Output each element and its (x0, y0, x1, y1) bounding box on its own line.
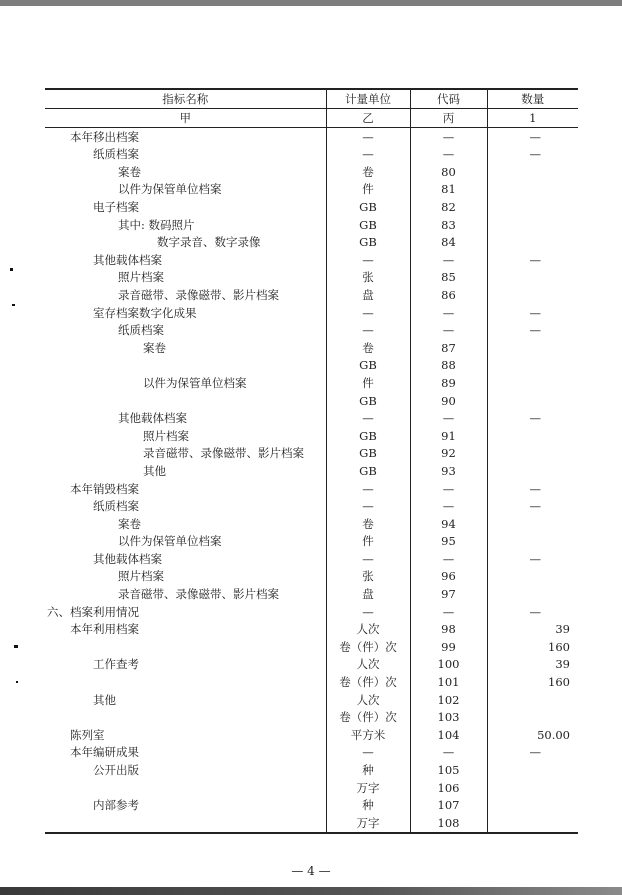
row-indicator-name: 案卷 (118, 164, 141, 179)
row-unit: 件 (326, 374, 410, 392)
header-quantity: 数量 (487, 89, 578, 109)
header-indicator-name: 指标名称 (45, 89, 326, 109)
row-code: 106 (410, 779, 487, 797)
row-indicator-name: 照片档案 (118, 569, 164, 584)
table-row (45, 286, 578, 304)
row-indicator-name (45, 673, 326, 691)
top-scan-bar (0, 0, 622, 6)
row-quantity (487, 198, 578, 216)
table-row (45, 550, 578, 568)
row-quantity: — (487, 603, 578, 621)
table-row (45, 797, 578, 815)
scan-speck (10, 268, 13, 271)
page-number: — 4 — (291, 864, 331, 878)
row-unit: 人次 (326, 656, 410, 674)
row-code: 91 (410, 427, 487, 445)
row-unit: 卷（件）次 (326, 638, 410, 656)
row-indicator-name: 其中: 数码照片 (118, 217, 195, 232)
row-unit: — (326, 744, 410, 762)
table-row (45, 462, 578, 480)
table-row (45, 304, 578, 322)
row-unit: — (326, 128, 410, 146)
row-code: — (410, 251, 487, 269)
row-code: 88 (410, 357, 487, 375)
row-quantity (487, 392, 578, 410)
header-unit: 计量单位 (326, 89, 410, 109)
subheader-code: 丙 (410, 109, 487, 128)
table-row (45, 673, 578, 691)
row-code: 102 (410, 691, 487, 709)
row-code: — (410, 480, 487, 498)
table-row (45, 216, 578, 234)
table-row (45, 410, 578, 428)
row-code: 103 (410, 709, 487, 727)
row-indicator-name: 数字录音、数字录像 (157, 235, 261, 250)
table-row (45, 128, 578, 146)
row-code: 85 (410, 269, 487, 287)
row-indicator-name: 案卷 (143, 340, 166, 355)
row-unit: 件 (326, 533, 410, 551)
row-indicator-name (45, 357, 326, 375)
table-row (45, 163, 578, 181)
table-row (45, 656, 578, 674)
table-row (45, 445, 578, 463)
table-row (45, 621, 578, 639)
subheader-indicator-name: 甲 (45, 109, 326, 128)
row-indicator-name: 电子档案 (93, 200, 139, 215)
row-indicator-name: 本年编研成果 (70, 745, 139, 760)
table-row (45, 357, 578, 375)
row-code: 108 (410, 814, 487, 833)
row-indicator-name: 纸质档案 (118, 323, 164, 338)
row-code: 93 (410, 462, 487, 480)
row-indicator-name: 六、档案利用情况 (47, 604, 139, 619)
row-code: — (410, 304, 487, 322)
statistics-table (45, 88, 578, 834)
row-quantity: 160 (487, 638, 578, 656)
table-row (45, 146, 578, 164)
table-row (45, 269, 578, 287)
row-quantity: — (487, 410, 578, 428)
row-indicator-name (45, 779, 326, 797)
row-unit: — (326, 603, 410, 621)
scan-speck (16, 681, 18, 683)
row-indicator-name (45, 392, 326, 410)
row-indicator-name: 其他载体档案 (93, 252, 162, 267)
row-unit: GB (326, 392, 410, 410)
row-indicator-name: 工作查考 (93, 657, 139, 672)
row-quantity (487, 691, 578, 709)
row-quantity: — (487, 251, 578, 269)
row-unit: — (326, 497, 410, 515)
row-indicator-name: 以件为保管单位档案 (143, 375, 247, 390)
row-unit: 人次 (326, 691, 410, 709)
row-code: — (410, 128, 487, 146)
row-unit: 万字 (326, 814, 410, 833)
row-indicator-name: 录音磁带、录像磁带、影片档案 (118, 287, 279, 302)
row-code: 96 (410, 568, 487, 586)
subheader-unit: 乙 (326, 109, 410, 128)
row-quantity (487, 286, 578, 304)
row-unit: 卷 (326, 515, 410, 533)
row-code: 80 (410, 163, 487, 181)
row-code: — (410, 744, 487, 762)
row-indicator-name (45, 814, 326, 833)
row-unit: GB (326, 198, 410, 216)
row-indicator-name: 纸质档案 (93, 499, 139, 514)
table-row (45, 322, 578, 340)
row-quantity: 50.00 (487, 726, 578, 744)
table-row (45, 374, 578, 392)
row-indicator-name: 照片档案 (118, 270, 164, 285)
row-code: 89 (410, 374, 487, 392)
table-row (45, 779, 578, 797)
row-unit: — (326, 146, 410, 164)
row-code: 107 (410, 797, 487, 815)
row-unit: 盘 (326, 286, 410, 304)
row-unit: — (326, 304, 410, 322)
row-unit: GB (326, 357, 410, 375)
row-quantity: — (487, 322, 578, 340)
row-quantity (487, 427, 578, 445)
table-row (45, 198, 578, 216)
scan-speck (12, 304, 15, 306)
bottom-scan-bar (0, 887, 622, 895)
row-quantity: — (487, 497, 578, 515)
table-row (45, 638, 578, 656)
row-code: — (410, 146, 487, 164)
table-row (45, 480, 578, 498)
row-quantity: — (487, 744, 578, 762)
table-row (45, 709, 578, 727)
table-row (45, 339, 578, 357)
row-indicator-name (45, 709, 326, 727)
row-unit: 平方米 (326, 726, 410, 744)
row-unit: 卷（件）次 (326, 709, 410, 727)
row-unit: — (326, 480, 410, 498)
table-row (45, 691, 578, 709)
row-indicator-name: 其他载体档案 (93, 551, 162, 566)
row-unit: — (326, 410, 410, 428)
header-row (45, 89, 578, 109)
row-quantity (487, 568, 578, 586)
table-row (45, 814, 578, 833)
table-row (45, 744, 578, 762)
row-unit: 种 (326, 761, 410, 779)
row-code: 83 (410, 216, 487, 234)
row-unit: 张 (326, 269, 410, 287)
row-unit: GB (326, 216, 410, 234)
row-code: — (410, 550, 487, 568)
row-quantity (487, 462, 578, 480)
row-unit: 卷 (326, 339, 410, 357)
row-indicator-name: 其他 (93, 692, 116, 707)
row-indicator-name: 公开出版 (93, 763, 139, 778)
table-row (45, 234, 578, 252)
row-code: — (410, 322, 487, 340)
row-unit: 卷（件）次 (326, 673, 410, 691)
row-code: 105 (410, 761, 487, 779)
row-indicator-name: 纸质档案 (93, 147, 139, 162)
subheader-quantity: 1 (487, 109, 578, 128)
row-unit: GB (326, 445, 410, 463)
row-quantity (487, 515, 578, 533)
table-row (45, 585, 578, 603)
row-quantity (487, 357, 578, 375)
header-code: 代码 (410, 89, 487, 109)
row-quantity (487, 445, 578, 463)
row-unit: 件 (326, 181, 410, 199)
row-code: — (410, 603, 487, 621)
row-unit: — (326, 251, 410, 269)
table-row (45, 726, 578, 744)
row-quantity (487, 814, 578, 833)
row-unit: GB (326, 427, 410, 445)
row-indicator-name: 照片档案 (143, 428, 189, 443)
row-quantity (487, 533, 578, 551)
row-indicator-name: 其他载体档案 (118, 411, 187, 426)
row-code: 90 (410, 392, 487, 410)
row-code: — (410, 410, 487, 428)
table-row (45, 568, 578, 586)
row-quantity (487, 709, 578, 727)
row-unit: GB (326, 234, 410, 252)
row-code: 100 (410, 656, 487, 674)
row-quantity (487, 269, 578, 287)
row-quantity: — (487, 146, 578, 164)
row-indicator-name: 内部参考 (93, 798, 139, 813)
row-indicator-name: 其他 (143, 463, 166, 478)
row-quantity (487, 585, 578, 603)
row-quantity (487, 374, 578, 392)
row-indicator-name: 本年移出档案 (70, 129, 139, 144)
row-unit: 盘 (326, 585, 410, 603)
row-unit: 卷 (326, 163, 410, 181)
row-indicator-name: 录音磁带、录像磁带、影片档案 (118, 587, 279, 602)
table-row (45, 427, 578, 445)
row-indicator-name: 本年利用档案 (70, 622, 139, 637)
table-row (45, 497, 578, 515)
row-code: 101 (410, 673, 487, 691)
row-unit: 人次 (326, 621, 410, 639)
row-code: 81 (410, 181, 487, 199)
table-row (45, 181, 578, 199)
row-indicator-name (45, 638, 326, 656)
row-unit: 种 (326, 797, 410, 815)
row-code: 99 (410, 638, 487, 656)
row-quantity: — (487, 550, 578, 568)
row-indicator-name: 案卷 (118, 516, 141, 531)
row-code: 97 (410, 585, 487, 603)
row-quantity (487, 779, 578, 797)
row-code: 86 (410, 286, 487, 304)
row-quantity: — (487, 304, 578, 322)
row-unit: 万字 (326, 779, 410, 797)
row-quantity (487, 797, 578, 815)
table-row (45, 251, 578, 269)
row-quantity: — (487, 480, 578, 498)
row-indicator-name: 以件为保管单位档案 (118, 534, 222, 549)
row-code: 84 (410, 234, 487, 252)
row-code: 94 (410, 515, 487, 533)
scan-speck (14, 645, 18, 648)
row-quantity (487, 761, 578, 779)
row-indicator-name: 室存档案数字化成果 (93, 305, 197, 320)
row-code: 98 (410, 621, 487, 639)
row-unit: — (326, 550, 410, 568)
row-indicator-name: 录音磁带、录像磁带、影片档案 (143, 446, 304, 461)
row-code: 87 (410, 339, 487, 357)
row-indicator-name: 本年销毁档案 (70, 481, 139, 496)
row-quantity (487, 339, 578, 357)
row-quantity (487, 234, 578, 252)
row-code: 82 (410, 198, 487, 216)
table-body (45, 128, 578, 833)
row-code: 95 (410, 533, 487, 551)
row-indicator-name: 陈列室 (70, 727, 105, 742)
row-code: 92 (410, 445, 487, 463)
row-quantity: 160 (487, 673, 578, 691)
row-quantity: — (487, 128, 578, 146)
row-unit: — (326, 322, 410, 340)
row-quantity: 39 (487, 656, 578, 674)
row-quantity: 39 (487, 621, 578, 639)
row-quantity (487, 181, 578, 199)
table-row (45, 761, 578, 779)
row-unit: GB (326, 462, 410, 480)
row-indicator-name: 以件为保管单位档案 (118, 182, 222, 197)
row-unit: 张 (326, 568, 410, 586)
row-quantity (487, 216, 578, 234)
row-code: — (410, 497, 487, 515)
row-quantity (487, 163, 578, 181)
table-row (45, 603, 578, 621)
table-row (45, 392, 578, 410)
row-code: 104 (410, 726, 487, 744)
table-row (45, 515, 578, 533)
subheader-row (45, 109, 578, 128)
table-row (45, 533, 578, 551)
